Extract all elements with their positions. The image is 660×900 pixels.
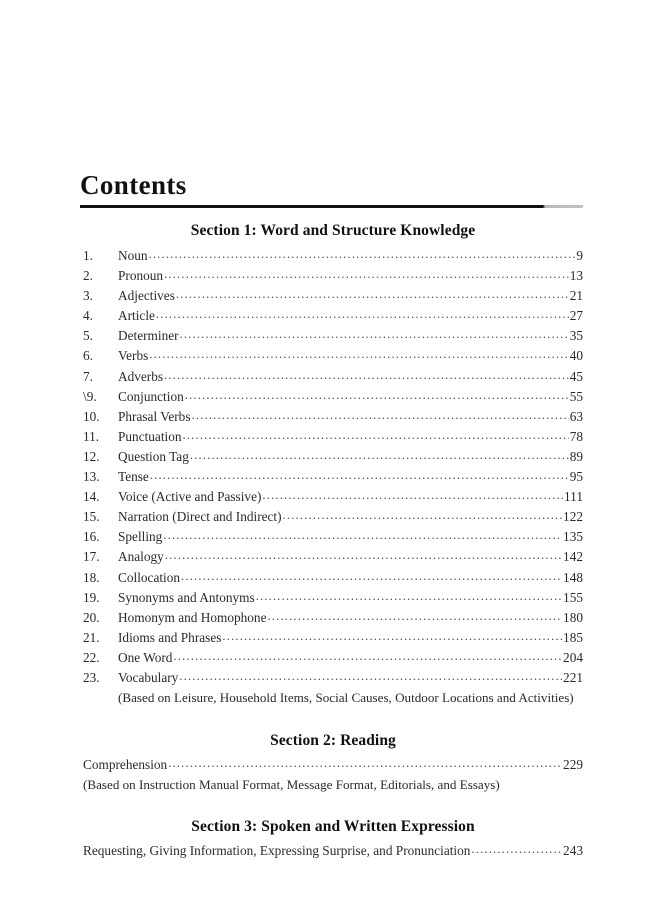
toc-entry[interactable] — [83, 467, 583, 487]
toc-entry-page-number: 229 — [563, 756, 583, 772]
dot-leader — [185, 386, 569, 405]
section-heading-2: Section 2: Reading — [270, 731, 396, 749]
dot-leader — [256, 587, 562, 606]
toc-content — [83, 222, 583, 861]
toc-entry[interactable] — [83, 668, 583, 688]
toc-entry[interactable] — [83, 407, 583, 427]
toc-entry-number: 3. — [83, 288, 93, 304]
toc-entry-page-number: 63 — [569, 408, 583, 424]
toc-entry-title: Analogy — [118, 549, 164, 565]
toc-entry[interactable] — [83, 326, 583, 346]
toc-entry-page-number: 135 — [563, 529, 583, 545]
dot-leader — [222, 627, 562, 646]
toc-entry-page-number: 221 — [563, 669, 583, 685]
toc-entry-title: Tense — [118, 469, 149, 485]
toc-entry[interactable] — [83, 387, 583, 407]
dot-leader — [156, 305, 569, 324]
toc-entry[interactable] — [83, 608, 583, 628]
dot-leader — [183, 426, 569, 445]
toc-entry-number: 17. — [83, 549, 100, 565]
toc-entry-page-number: 155 — [563, 589, 583, 605]
toc-entry[interactable] — [83, 427, 583, 447]
toc-entry[interactable] — [83, 588, 583, 608]
toc-entry-number: 15. — [83, 509, 100, 525]
toc-entry[interactable] — [83, 547, 583, 567]
toc-entry-title: Narration (Direct and Indirect) — [118, 509, 282, 525]
page-title: Contents — [80, 170, 187, 200]
section-heading-1: Section 1: Word and Structure Knowledge — [190, 222, 476, 239]
toc-entry-title: Determiner — [118, 328, 179, 344]
toc-entry-page-number: 148 — [563, 569, 583, 585]
toc-entry-number: 6. — [83, 348, 93, 364]
toc-list-section-3 — [83, 841, 583, 861]
toc-entry[interactable] — [83, 568, 583, 588]
toc-entry-title: Question Tag — [118, 448, 189, 464]
toc-entry-title: Article — [118, 308, 155, 324]
toc-entry-number: 18. — [83, 569, 100, 585]
dot-leader — [149, 245, 576, 264]
toc-entry-title: Idioms and Phrases — [118, 629, 222, 645]
toc-entry[interactable] — [83, 527, 583, 547]
toc-entry-title: Adverbs — [118, 368, 164, 384]
dot-leader — [165, 546, 562, 565]
dot-leader — [168, 754, 562, 773]
toc-entry-title: Voice (Active and Passive) — [118, 489, 262, 505]
toc-entry[interactable] — [83, 286, 583, 306]
toc-entry-page-number: 78 — [569, 428, 583, 444]
toc-entry[interactable] — [83, 367, 583, 387]
toc-entry-title: Synonyms and Antonyms — [118, 589, 255, 605]
dot-leader — [164, 265, 569, 284]
toc-entry-page-number: 21 — [569, 288, 583, 304]
dot-leader — [471, 840, 562, 859]
toc-entry[interactable] — [83, 841, 583, 861]
toc-entry-page-number: 27 — [569, 308, 583, 324]
section-note-2: (Based on Instruction Manual Format, Message Format, Editorials, and Essays) — [83, 776, 500, 792]
toc-entry-page-number: 45 — [569, 368, 583, 384]
toc-entry-number: 13. — [83, 469, 100, 485]
toc-entry-page-number: 89 — [569, 448, 583, 464]
toc-entry[interactable] — [83, 507, 583, 527]
toc-entry-title: Noun — [118, 248, 148, 263]
toc-entry[interactable] — [83, 306, 583, 326]
spacer — [83, 708, 583, 732]
toc-entry[interactable] — [83, 246, 583, 266]
dot-leader — [164, 366, 569, 385]
toc-entry-page-number: 95 — [569, 469, 583, 485]
toc-entry-title: Punctuation — [118, 428, 182, 444]
dot-leader — [176, 285, 569, 304]
toc-entry-title: Adjectives — [118, 288, 175, 304]
toc-entry-page-number: 122 — [563, 509, 583, 525]
toc-entry[interactable] — [83, 266, 583, 286]
toc-entry-number: 7. — [83, 368, 93, 384]
toc-entry-number: 19. — [83, 589, 100, 605]
toc-entry-page-number: 243 — [563, 843, 583, 859]
toc-entry-number: 16. — [83, 529, 100, 545]
toc-list-section-1 — [83, 246, 583, 688]
toc-entry[interactable] — [83, 628, 583, 648]
toc-entry-number: 10. — [83, 408, 100, 424]
dot-leader — [283, 506, 563, 525]
toc-entry-title: One Word — [118, 649, 173, 665]
dot-leader — [173, 647, 562, 666]
toc-entry-number: \9. — [83, 388, 97, 404]
toc-entry-number: 20. — [83, 609, 100, 625]
dot-leader — [192, 406, 569, 425]
toc-entry-title: Verbs — [118, 348, 149, 364]
toc-entry-title: Pronoun — [118, 268, 164, 284]
title-divider — [80, 205, 583, 208]
toc-entry-page-number: 204 — [563, 649, 583, 665]
toc-entry[interactable] — [83, 755, 583, 775]
toc-entry-number: 4. — [83, 308, 93, 324]
toc-entry-number: 12. — [83, 448, 100, 464]
spacer — [83, 794, 583, 818]
toc-entry-number: 21. — [83, 629, 100, 645]
toc-entry[interactable] — [83, 648, 583, 668]
toc-entry-title: Collocation — [118, 569, 181, 585]
toc-list-section-2 — [83, 755, 583, 775]
toc-entry[interactable] — [83, 487, 583, 507]
toc-entry-number: 11. — [83, 428, 100, 444]
toc-entry-title: Phrasal Verbs — [118, 408, 191, 424]
toc-entry-title: Comprehension — [83, 756, 168, 772]
toc-entry-page-number: 180 — [563, 609, 583, 625]
toc-entry-title: Homonym and Homophone — [118, 609, 267, 625]
dot-leader — [181, 567, 562, 586]
toc-entry-number: 1. — [83, 248, 93, 263]
toc-entry-title: Conjunction — [118, 388, 184, 404]
dot-leader — [150, 466, 569, 485]
toc-entry-page-number: 9 — [576, 248, 583, 263]
dot-leader — [163, 526, 562, 545]
toc-entry-page-number: 142 — [563, 549, 583, 565]
toc-entry-number: 5. — [83, 328, 93, 344]
section-note-1: (Based on Leisure, Household Items, Social Causes, Outdoor Locations and Activities) — [118, 690, 574, 706]
toc-entry-page-number: 55 — [569, 388, 583, 404]
toc-entry[interactable] — [83, 346, 583, 366]
toc-entry-page-number: 111 — [564, 489, 583, 505]
toc-entry-title: Vocabulary — [118, 669, 179, 685]
dot-leader — [262, 486, 563, 505]
dot-leader — [149, 345, 568, 364]
toc-entry-page-number: 185 — [563, 629, 583, 645]
dot-leader — [179, 667, 562, 686]
toc-entry-page-number: 40 — [569, 348, 583, 364]
toc-entry-number: 22. — [83, 649, 100, 665]
toc-entry[interactable] — [83, 447, 583, 467]
dot-leader — [180, 325, 569, 344]
toc-entry-number: 2. — [83, 268, 93, 284]
toc-entry-title: Requesting, Giving Information, Expressing Surprise, and Pronunciation — [83, 843, 471, 859]
toc-entry-number: 23. — [83, 669, 100, 685]
section-heading-3: Section 3: Spoken and Written Expression — [191, 818, 475, 836]
toc-entry-page-number: 13 — [569, 268, 583, 284]
toc-entry-title: Spelling — [118, 529, 163, 545]
dot-leader — [190, 446, 569, 465]
toc-entry-page-number: 35 — [569, 328, 583, 344]
toc-entry-number: 14. — [83, 489, 100, 505]
dot-leader — [267, 607, 562, 626]
